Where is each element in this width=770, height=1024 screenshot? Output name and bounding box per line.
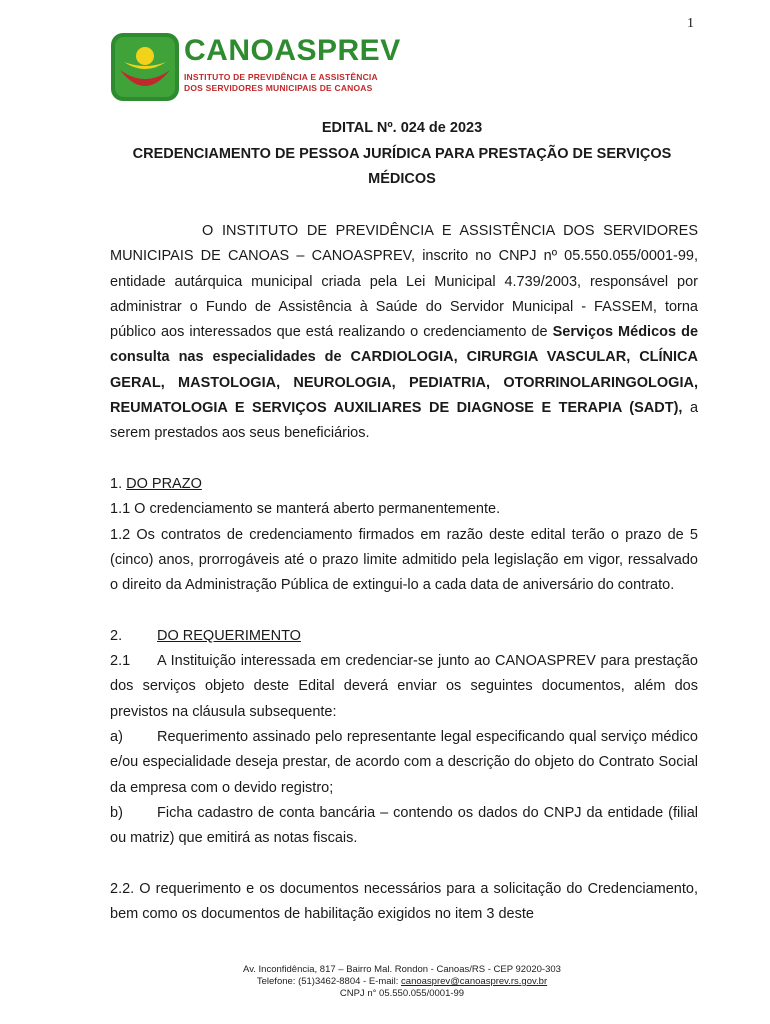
section-2-item-2: 2.2. O requerimento e os documentos necessários para a solicitação do Credenciamento, bem como os documentos de habilitação exigidos no item 3 deste [110, 880, 698, 923]
section-1-item-1: 1.1 O credenciamento se manterá aberto permanentemente. [110, 501, 501, 518]
edital-subtitle-line2: MÉDICOS [368, 171, 436, 187]
canoasprev-emblem-icon [110, 32, 180, 102]
section-2-item-1 [110, 649, 698, 725]
page-number: 1 [687, 16, 694, 31]
section-2-item-a [110, 725, 698, 801]
section-1-item-2: 1.2 Os contratos de credenciamento firmados em razão deste edital terão o prazo de 5 (cinco) anos, prorrogáveis até o prazo limite admitido pela legislação em vigor, ressalvado o direito da Administração Pública de extingui-lo a cada data de aniversário do contrato. [110, 526, 698, 594]
footer-contact [100, 976, 704, 988]
page-footer [100, 964, 704, 1000]
section-1-title: DO PRAZO [126, 475, 202, 492]
section-2-item-a-text: Requerimento assinado pelo representante legal especificando qual serviço médico e/ou especialidade deseja prestar, de acordo com a descrição do objeto do Contrato Social da empresa com o devido registro; [110, 728, 698, 796]
section-2-item-1-label: 2.1 [110, 653, 131, 670]
section-2-item-1-text: A Instituição interessada em credenciar-se junto ao CANOASPREV para prestação dos serviços objeto deste Edital deverá enviar os seguintes documentos, além dos previstos na cláusula subsequente: [110, 653, 698, 720]
logo-subtitle-line2: DOS SERVIDORES MUNICIPAIS DE CANOAS [184, 83, 373, 93]
section-2-item-b-text: Ficha cadastro de conta bancária – contendo os dados do CNPJ da entidade (filial ou matriz) que emitirá as notas fiscais. [110, 804, 698, 847]
edital-title: EDITAL Nº. 024 de 2023 [321, 120, 483, 136]
section-2-heading [110, 624, 698, 649]
section-2-item-b [110, 801, 698, 852]
footer-email-link[interactable]: canoasprev@canoasprev.rs.gov.br [401, 976, 548, 987]
intro-services-bold: Serviços Médicos de consulta nas especialidades de CARDIOLOGIA, CIRURGIA VASCULAR, CLÍNICA GERAL, MASTOLOGIA, NEUROLOGIA, PEDIATRIA, OTORRINOLARINGOLOGIA, REUMATOLOGIA E SERVIÇOS AUXILIARES DE DIAGNOSE E TERAPIA (SADT), [110, 324, 699, 417]
document-body [110, 219, 698, 927]
logo-subtitle-line1: INSTITUTO DE PREVIDÊNCIA E ASSISTÊNCIA [184, 72, 378, 82]
canoasprev-logo [110, 32, 400, 102]
intro-text-end: a serem prestados aos seus beneficiários. [110, 400, 699, 442]
footer-phone: Telefone: (51)3462-8804 - E-mail: [256, 976, 402, 987]
footer-cnpj: CNPJ n° 05.550.055/0001-99 [339, 988, 465, 999]
intro-paragraph [110, 219, 698, 447]
section-2-title: DO REQUERIMENTO [157, 627, 301, 644]
section-1-number: 1. [110, 475, 123, 492]
section-2-item-b-label: b) [110, 804, 123, 821]
section-2-number: 2. [110, 627, 123, 644]
section-2-item-a-label: a) [110, 728, 123, 745]
section-1-heading [110, 472, 698, 497]
logo-subtitle [184, 72, 378, 94]
logo-name: CANOASPREV [184, 34, 401, 67]
footer-address: Av. Inconfidência, 817 – Bairro Mal. Rondon - Canoas/RS - CEP 92020-303 [243, 964, 561, 975]
edital-subtitle-line1: CREDENCIAMENTO DE PESSOA JURÍDICA PARA PRESTAÇÃO DE SERVIÇOS [132, 146, 672, 162]
intro-text: O INSTITUTO DE PREVIDÊNCIA E ASSISTÊNCIA DOS SERVIDORES MUNICIPAIS DE CANOAS – CANOASPREV, inscrito no CNPJ nº 05.550.055/0001-99, entidade autárquica municipal criada pela Lei Municipal 4.739/2003, responsável por administrar o Fundo de Assistência à Saúde do Servidor Municipal - FASSEM, torna público aos interessados que está realizando o credenciamento de [110, 223, 698, 341]
